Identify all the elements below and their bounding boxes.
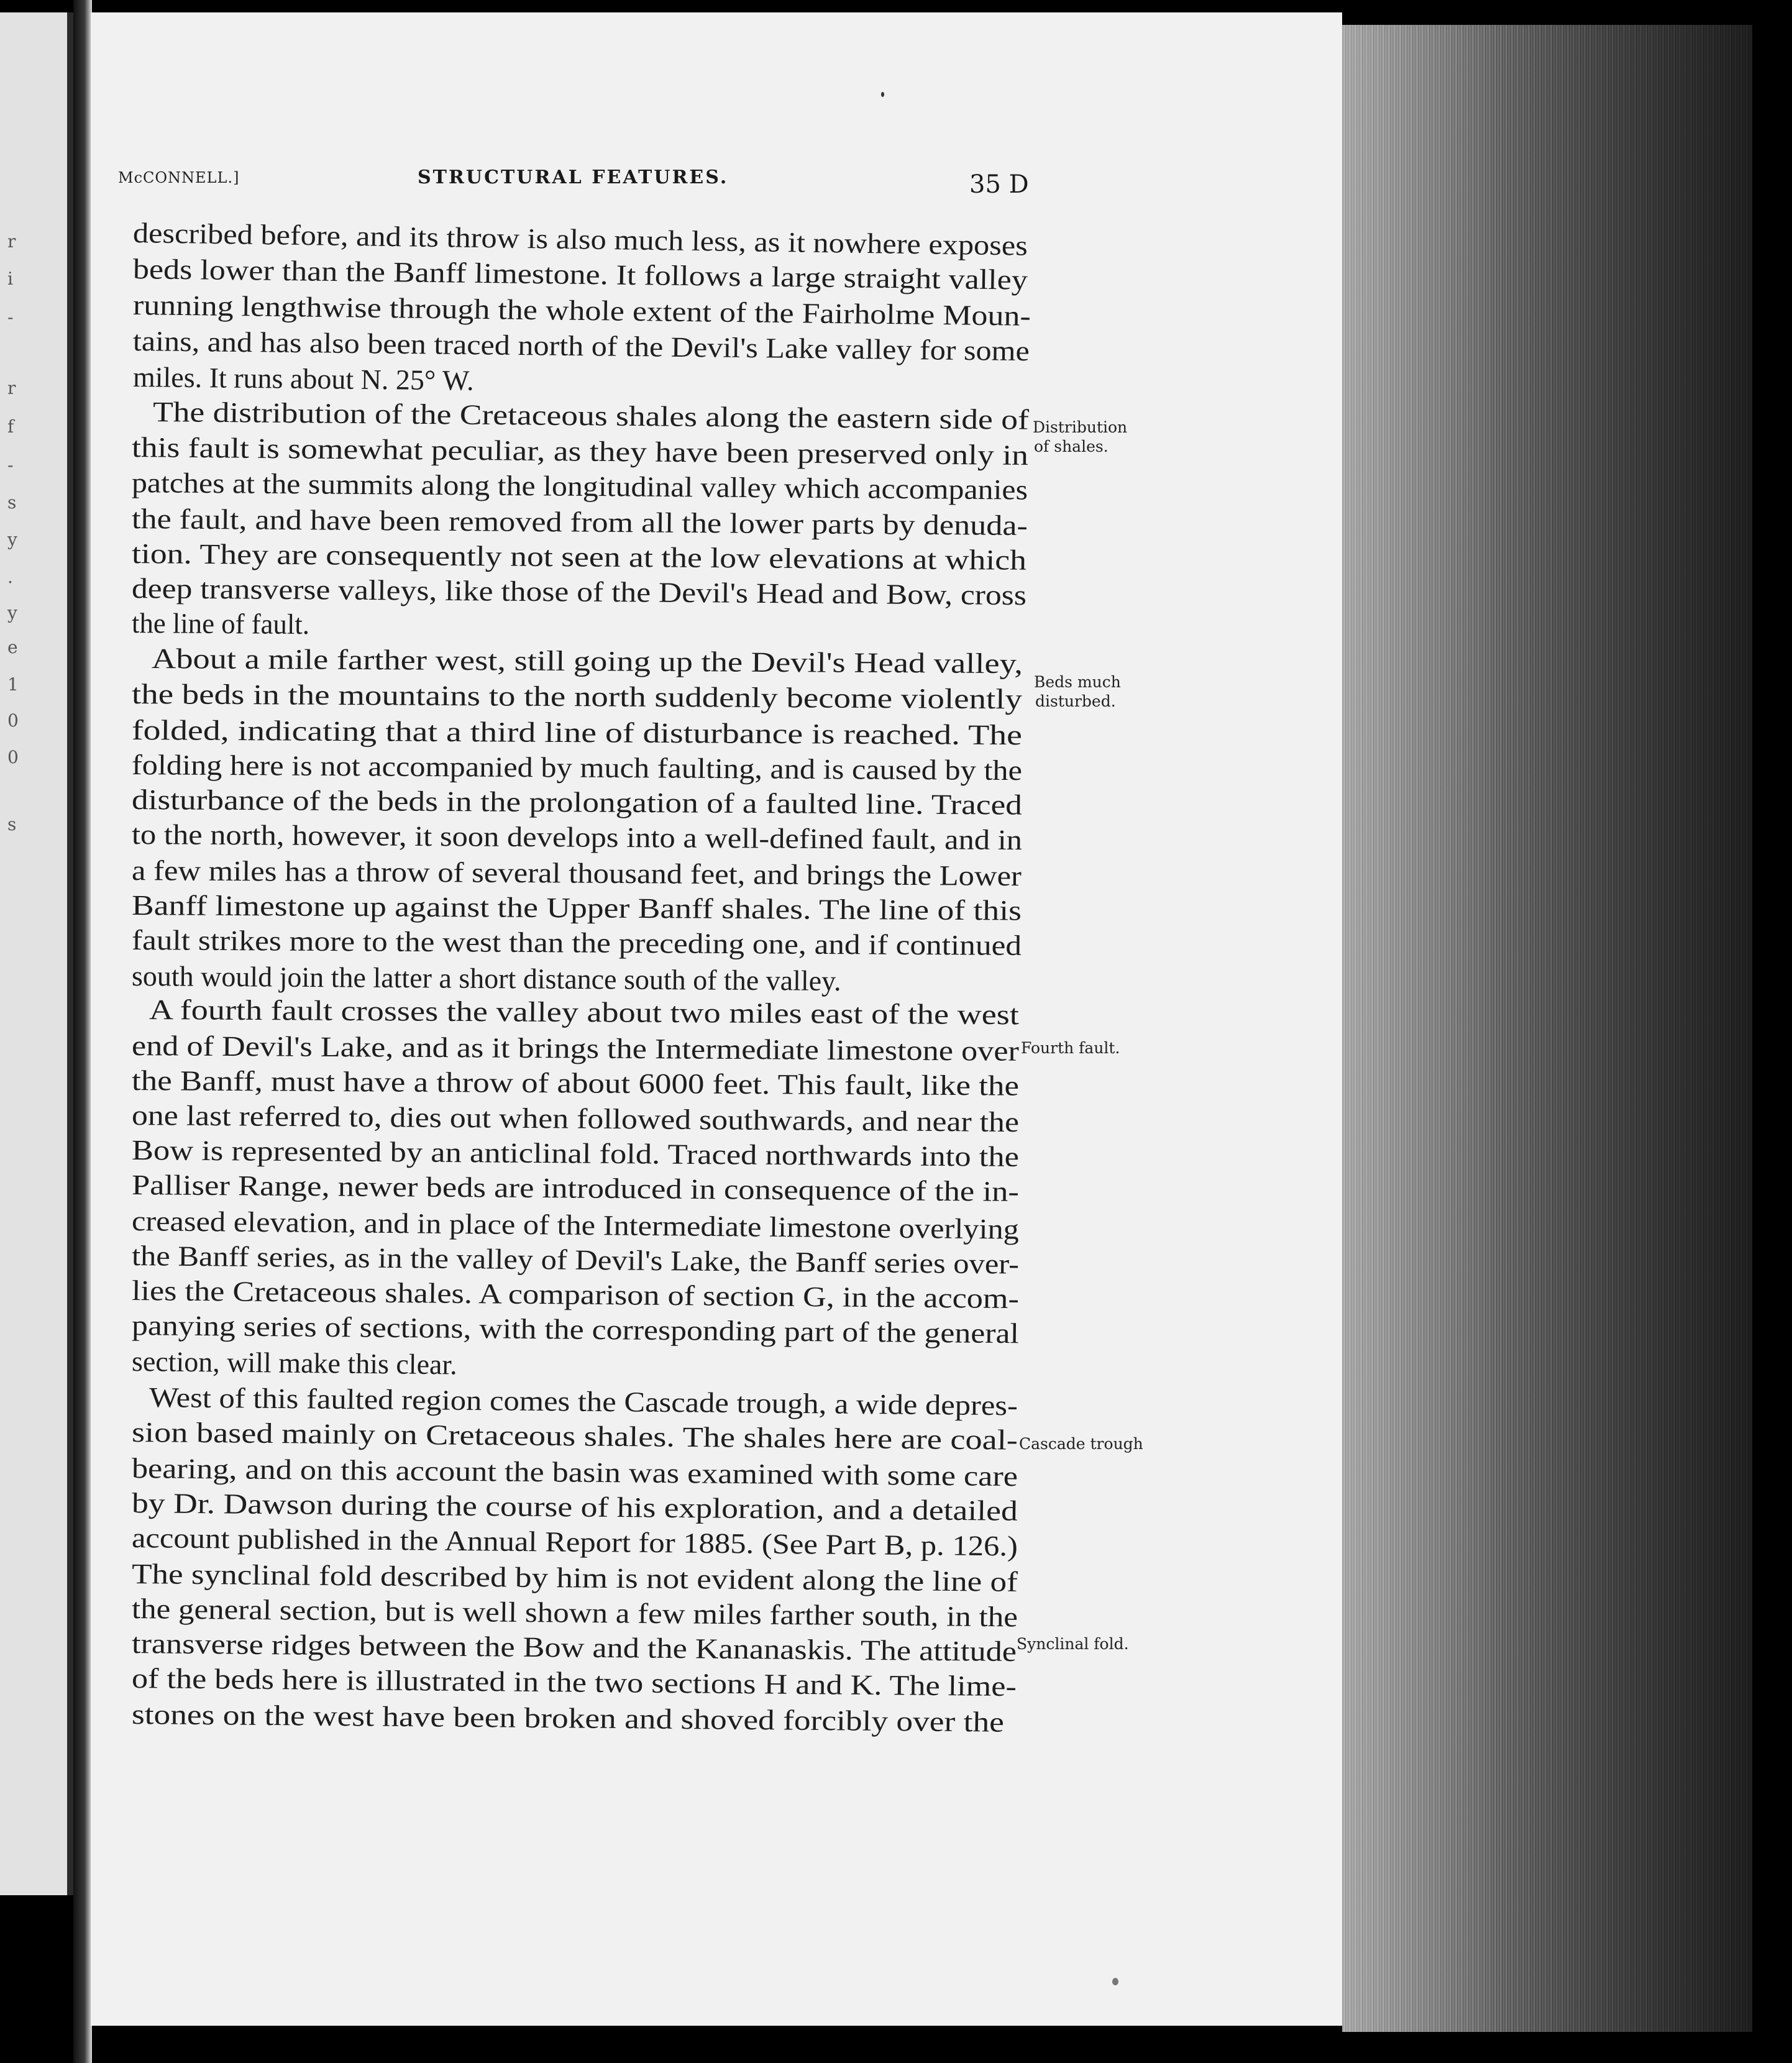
margin-note <box>1033 418 1127 456</box>
body-text-line: tains, and has also been traced north of the Devil's Lake valley for some <box>132 325 1030 367</box>
body-text-line: disturbance of the beds in the prolongation of a faulted line. Traced <box>131 784 1023 821</box>
body-text-line: section, will make this clear. <box>131 1345 457 1381</box>
print-speck <box>1112 1978 1118 1985</box>
body-text-line: About a mile farther west, still going up the Devil's Head valley, <box>151 643 1023 680</box>
margin-note-line: Distribution <box>1033 418 1128 436</box>
margin-note <box>1017 1634 1129 1654</box>
left-page-fragment: 1 <box>7 674 19 695</box>
body-text-line: panying series of sections, with the corresponding part of the general <box>131 1309 1020 1350</box>
body-text-line: end of Devil's Lake, and as it brings the Intermediate limestone over <box>131 1030 1020 1067</box>
body-text-line: bearing, and on this account the basin was examined with some care <box>131 1452 1018 1493</box>
running-head-title: STRUCTURAL FEATURES. <box>418 167 729 188</box>
body-text-line: the general section, but is well shown a few miles farther south, in the <box>131 1593 1018 1633</box>
body-text-line: transverse ridges between the Bow and the Kananaskis. The attitude <box>131 1627 1017 1668</box>
body-text-line: the fault, and have been removed from all the lower parts by denuda- <box>131 503 1028 542</box>
left-page-fragment: r <box>7 231 16 252</box>
body-text-line: south would join the latter a short distance south of the valley. <box>131 960 841 997</box>
page-number: 35 D <box>969 170 1029 199</box>
body-text-line: the Banff series, as in the valley of Devil's Lake, the Banff series over- <box>131 1240 1020 1280</box>
body-text-line: fault strikes more to the west than the preceding one, and if continued <box>131 924 1022 961</box>
body-text-line: the line of fault. <box>131 607 310 641</box>
body-text-line: A fourth fault crosses the valley about two miles east of the west <box>149 994 1020 1031</box>
body-text-line: the beds in the mountains to the north suddenly become violently <box>131 678 1023 715</box>
left-page-fragment: r <box>7 378 16 398</box>
binding-gutter <box>73 0 92 2063</box>
body-text-line: of the beds here is illustrated in the two sections H and K. The lime- <box>131 1662 1017 1703</box>
body-text-line: deep transverse valleys, like those of the Devil's Head and Bow, cross <box>131 572 1027 611</box>
left-page-fragment: - <box>7 455 14 475</box>
body-text-line: folding here is not accompanied by much faulting, and is caused by the <box>131 749 1023 787</box>
left-page-fragment: i <box>7 268 13 289</box>
margin-note-line: Synclinal fold. <box>1017 1635 1129 1653</box>
body-text-line: patches at the summits along the longitudinal valley which accompanies <box>131 467 1028 506</box>
left-page-fragment: e <box>7 637 18 657</box>
body-text-line: the Banff, must have a throw of about 6000 feet. This fault, like the <box>131 1064 1020 1102</box>
running-head-author: McCONNELL.] <box>118 169 240 186</box>
body-text-line: Banff limestone up against the Upper Banff shales. The line of this <box>131 889 1022 926</box>
margin-note <box>1034 672 1121 711</box>
left-facing-page <box>0 12 73 1895</box>
body-text-line: miles. It runs about N. 25° W. <box>132 361 474 396</box>
body-text-line: account published in the Annual Report for 1885. (See Part B, p. 126.) <box>131 1522 1018 1562</box>
margin-note-line: disturbed. <box>1035 692 1116 710</box>
body-text-line: one last referred to, dies out when followed southwards, and near the <box>131 1099 1020 1138</box>
print-speck <box>881 92 884 97</box>
body-text-line: folded, indicating that a third line of disturbance is reached. The <box>131 714 1023 751</box>
body-text-line: sion based mainly on Cretaceous shales. The shales here are coal- <box>131 1416 1018 1456</box>
left-page-fragment: 0 <box>7 747 19 767</box>
left-page-fragment: y <box>7 529 17 550</box>
left-page-fragment: . <box>7 567 13 587</box>
left-page-fragment: s <box>7 814 17 835</box>
left-page-fragment: 0 <box>7 710 19 731</box>
body-text-line: Palliser Range, newer beds are introduced in consequence of the in- <box>131 1169 1020 1207</box>
body-text-line: The synclinal fold described by him is not evident along the line of <box>131 1558 1018 1598</box>
margin-note <box>1019 1434 1143 1453</box>
body-text-line: to the north, however, it soon develops into a well-defined fault, and in <box>131 818 1023 856</box>
margin-note-line: Cascade trough <box>1019 1435 1143 1453</box>
left-page-fragment: f <box>7 416 14 437</box>
margin-note-line: Fourth fault. <box>1021 1039 1120 1057</box>
body-text-line: Bow is represented by an anticlinal fold. Traced northwards into the <box>131 1134 1020 1173</box>
page-edges-shade <box>1342 25 1752 2032</box>
body-text-line: West of this faulted region comes the Cascade trough, a wide depres- <box>149 1381 1018 1422</box>
margin-note-line: of shales. <box>1034 437 1109 455</box>
body-text-line: by Dr. Dawson during the course of his exploration, and a detailed <box>131 1487 1018 1527</box>
body-text-line: running lengthwise through the whole extent of the Fairholme Moun- <box>132 289 1031 332</box>
left-page-fragment: - <box>7 307 14 327</box>
margin-note-line: Beds much <box>1034 673 1121 691</box>
body-text-line: this fault is somewhat peculiar, as they have been preserved only in <box>131 431 1029 471</box>
body-text-line: beds lower than the Banff limestone. It follows a large straight valley <box>132 253 1028 296</box>
body-text-line: lies the Cretaceous shales. A comparison of section G, in the accom- <box>131 1274 1020 1315</box>
left-page-fragment: s <box>7 492 17 513</box>
body-text-line: stones on the west have been broken and shoved forcibly over the <box>131 1698 1005 1738</box>
left-page-fragment: y <box>7 603 17 623</box>
body-text-line: a few miles has a throw of several thousand feet, and brings the Lower <box>131 854 1022 892</box>
margin-note <box>1021 1038 1120 1058</box>
body-text-line: described before, and its throw is also much less, as it nowhere exposes <box>132 217 1028 262</box>
body-text-line: creased elevation, and in place of the Intermediate limestone overlying <box>131 1205 1020 1245</box>
body-text-line: tion. They are consequently not seen at the low elevations at which <box>131 537 1027 576</box>
body-text-line: The distribution of the Cretaceous shales along the eastern side of <box>152 396 1030 436</box>
